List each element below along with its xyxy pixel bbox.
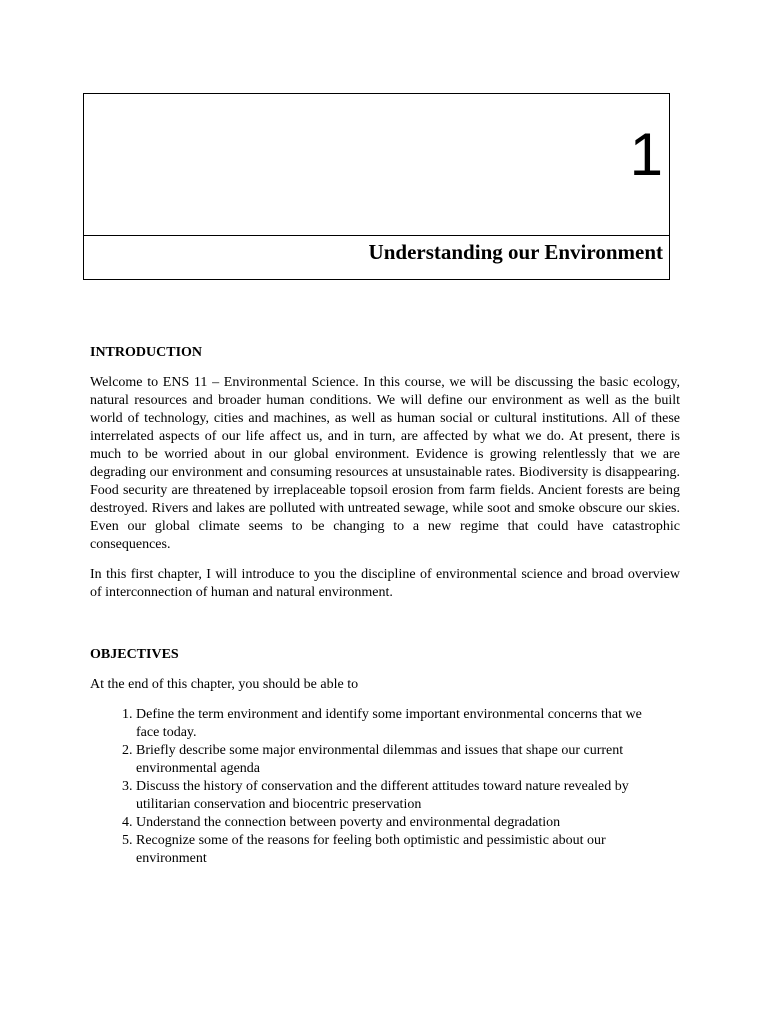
objectives-heading: OBJECTIVES <box>90 647 179 662</box>
objective-item: 3. Discuss the history of conservation and the different attitudes toward nature revealed by utilitarian conservation and biocentric preservation <box>136 778 666 814</box>
chapter-number: 1 <box>629 121 663 188</box>
chapter-title: Understanding our Environment <box>368 240 663 264</box>
introduction-heading: INTRODUCTION <box>90 345 203 360</box>
objectives-list <box>90 706 680 868</box>
objective-item: 4. Understand the connection between poverty and environmental degradation <box>136 814 666 832</box>
chapter-header-box <box>83 93 670 280</box>
chapter-content <box>90 344 680 868</box>
introduction-paragraph-2: In this first chapter, I will introduce to you the discipline of environmental science and broad overview of interconnection of human and natural environment. <box>90 567 680 600</box>
objective-item: 5. Recognize some of the reasons for feeling both optimistic and pessimistic about our environment <box>136 832 666 868</box>
objective-item: 1. Define the term environment and identify some important environmental concerns that we face today. <box>136 706 666 742</box>
objective-item: 2. Briefly describe some major environmental dilemmas and issues that shape our current environmental agenda <box>136 742 666 778</box>
introduction-paragraph-1: Welcome to ENS 11 – Environmental Science. In this course, we will be discussing the basic ecology, natural resources and broader human conditions. We will define our environment as well as the built world of technology, cities and machines, as well as human social or cultural institutions. All of these interrelated aspects of our life affect us, and in turn, are affected by what we do. At present, there is much to be worried about in our global environment. Evidence is growing relentlessly that we are degrading our environment and consuming resources at unsustainable rates. Biodiversity is disappearing. Food security are threatened by irreplaceable topsoil erosion from farm fields. Ancient forests are being destroyed. Rivers and lakes are polluted with untreated sewage, while soot and smoke obscure our skies. Even our global climate seems to be changing to a new regime that could have catastrophic consequences. <box>90 375 680 552</box>
chapter-header-divider <box>84 235 669 236</box>
objectives-lead: At the end of this chapter, you should be able to <box>90 677 359 692</box>
